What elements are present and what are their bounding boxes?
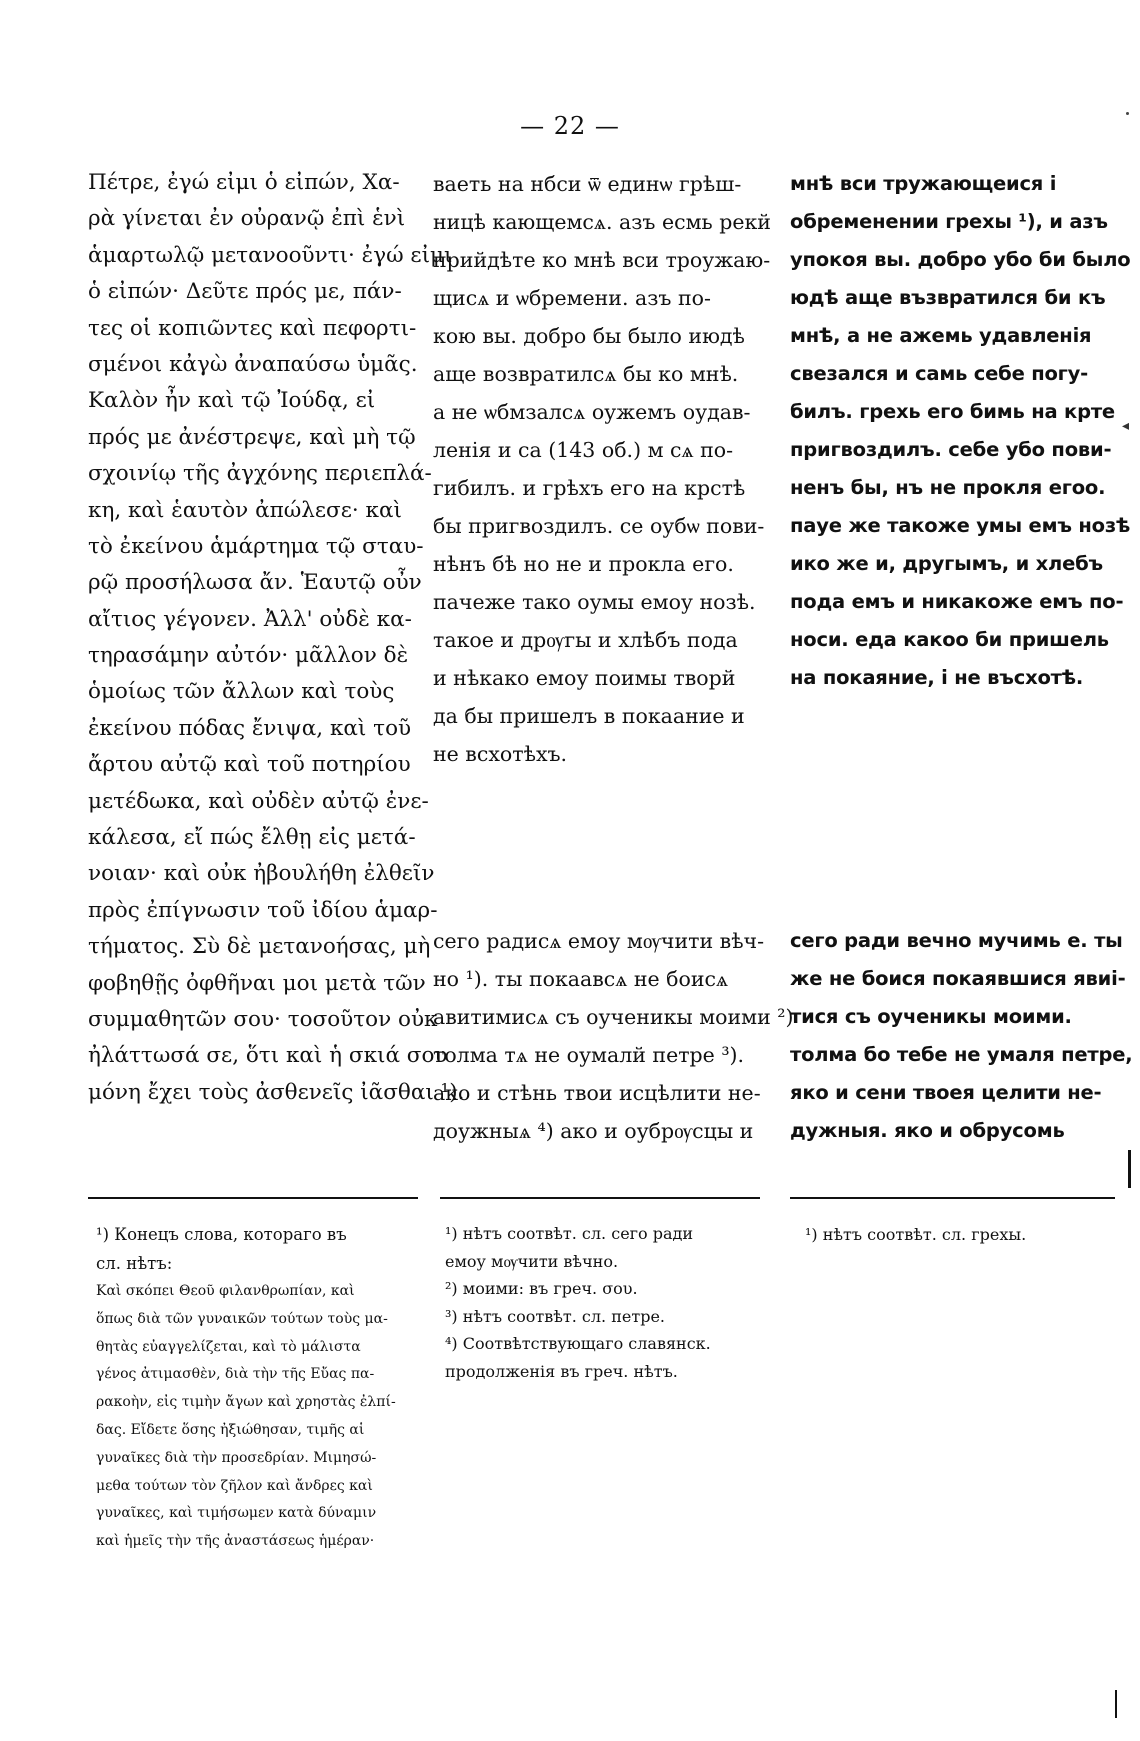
greek-line: κη, καὶ ἑαυτὸν ἀπώλεσε· καὶ: [88, 497, 402, 523]
slavonic-1-line: ленія и са (143 об.) м сѧ по-: [433, 438, 734, 462]
greek-line: κάλεσα, εἴ πώς ἔλθῃ εἰς μετά-: [88, 825, 416, 851]
greek-line: σχοινίῳ τῆς ἀγχόνης περιεπλά-: [88, 461, 432, 487]
slavonic-2-line: же не боися покаявшися явиі-: [790, 967, 1126, 990]
greek-line: πρός με ἀνέστρεψε, καὶ μὴ τῷ: [88, 424, 416, 450]
footnote-greek-line: γένος ἀτιμασθὲν, διὰ τὴν τῆς Εὔας πα-: [96, 1366, 375, 1383]
slavonic-1-line: ако и стѣнь твои исцѣлити не-: [433, 1081, 761, 1105]
margin-bar-mark: [1128, 1150, 1131, 1188]
page-number: — 22 —: [520, 112, 620, 140]
footnote-greek-line: ¹) Конецъ слова, котораго въ: [96, 1225, 347, 1244]
footnote-slavonic-2-line: ¹) нѣтъ соотвѣт. сл. грехы.: [805, 1225, 1027, 1244]
slavonic-1-line: ваеть на нбси ѿ единѡ грѣш-: [433, 172, 742, 196]
footnote-slavonic-1-line: продолженія въ греч. нѣтъ.: [445, 1361, 678, 1381]
margin-dot-mark: [1126, 112, 1129, 115]
slavonic-1-line: аще возвратилсѧ бы ко мнѣ.: [433, 362, 739, 386]
slavonic-2-line: мнѣ, а не ажемь удавленія: [790, 324, 1092, 347]
slavonic-2-line: пода емъ и никакоже емъ по-: [790, 590, 1124, 613]
slavonic-1-line: не всхотѣхъ.: [433, 742, 568, 766]
slavonic-2-line: яко и сени твоея целити не-: [790, 1081, 1102, 1104]
slavonic-2-line: упокоя вы. добро убо би было: [790, 248, 1131, 271]
slavonic-1-line: но ¹). ты покаавсѧ не боисѧ: [433, 967, 729, 991]
slavonic-1-line: да бы пришелъ в покаание и: [433, 704, 745, 728]
footnote-greek-line: δας. Εἴδετε ὅσης ἠξιώθησαν, τιμῆς αἱ: [96, 1421, 365, 1438]
slavonic-2-line: мнѣ вси тружающеися і: [790, 172, 1057, 195]
slavonic-1-line: кою вы. добро бы было июдѣ: [433, 324, 745, 348]
greek-line: φοβηθῇς ὀφθῆναι μοι μετὰ τῶν: [88, 970, 426, 996]
slavonic-1-line: нѣнъ бѣ но не и прокла его.: [433, 552, 734, 576]
greek-column: [88, 165, 465, 1111]
slavonic-1-line: пачеже тако оумы емоу нозѣ.: [433, 590, 756, 614]
slavonic-2-line: носи. еда какоо би пришель: [790, 628, 1109, 651]
slavonic-2-line: дужныя. яко и обрусомь: [790, 1119, 1065, 1142]
slavonic-2-line: сего ради вечно мучимь е. ты: [790, 929, 1123, 952]
slavonic-2-line: ико же и, другымъ, и хлебъ: [790, 552, 1103, 575]
slavonic-1-line: толма тѧ не оумалй петре ³).: [433, 1043, 745, 1067]
greek-line: τες οἱ κοπιῶντες καὶ πεφορτι-: [88, 315, 417, 341]
slavonic-column-1-bottom: [433, 922, 794, 1150]
slavonic-1-line: авитимисѧ съ оученикы моими ²): [433, 1005, 794, 1029]
slavonic-1-line: такое и дрѹгы и хлѣбъ пода: [433, 628, 738, 652]
footnote-greek-line: Καὶ σκόπει Θεοῦ φιλανθρωπίαν, καὶ: [96, 1283, 355, 1299]
greek-line: σμένοι κἀγὼ ἀναπαύσω ὑμᾶς.: [88, 351, 418, 377]
greek-line: ρῷ προσήλωσα ἄν. Ἑαυτῷ οὖν: [88, 570, 422, 596]
footnote-slavonic-1-line: ³) нѣтъ соотвѣт. сл. петре.: [445, 1306, 666, 1326]
slavonic-2-line: юдѣ аще възвратился би къ: [790, 286, 1106, 309]
greek-line: αἴτιος γέγονεν. Ἀλλ' οὐδὲ κα-: [88, 606, 412, 632]
greek-line: Καλὸν ἦν καὶ τῷ Ἰούδᾳ, εἰ: [88, 388, 376, 414]
greek-line: Πέτρε, ἐγώ εἰμι ὁ εἰπών, Χα-: [88, 170, 400, 195]
slavonic-1-line: ницѣ кающемсѧ. азъ есмь рекй: [433, 210, 771, 234]
slavonic-1-line: и нѣкако емоу поимы творй: [433, 666, 736, 690]
greek-line: ὁμοίως τῶν ἄλλων καὶ τοὺς: [88, 679, 395, 705]
footnote-greek-line: γυναῖκες διὰ τὴν προσεδρίαν. Μιμησώ-: [96, 1449, 377, 1466]
footnote-slavonic-1-line: ²) моими: въ греч. σου.: [445, 1279, 638, 1298]
slavonic-column-2-top: [790, 165, 1131, 697]
footnotes-greek: [96, 1220, 416, 1556]
slavonic-2-line: на покаяние, і не въсхотѣ.: [790, 666, 1084, 689]
greek-line: μετέδωκα, καὶ οὐδὲν αὐτῷ ἐνε-: [88, 788, 429, 814]
greek-line: ὁ εἰπών· Δεῦτε πρός με, πάν-: [88, 279, 402, 305]
footnote-slavonic-1-line: ⁴) Соотвѣтствующаго славянск.: [445, 1334, 711, 1353]
slavonic-column-1-top: [433, 165, 771, 773]
greek-line: ἠλάττωσά σε, ὅτι καὶ ἡ σκιά σου: [88, 1043, 448, 1069]
footnote-rule-slavonic-2: [790, 1197, 1115, 1199]
slavonic-2-line: толма бо тебе не умаля петре,: [790, 1043, 1133, 1066]
footnotes-slavonic-1: [445, 1220, 765, 1385]
greek-line: ἄρτου αὐτῷ καὶ τοῦ ποτηρίου: [88, 752, 411, 778]
footnote-greek-line: μεθα τούτων τὸν ζῆλον καὶ ἄνδρες καὶ: [96, 1477, 373, 1494]
footnote-greek-line: сл. нѣтъ:: [96, 1254, 173, 1273]
slavonic-2-line: ненъ бы, нъ не прокля егоо.: [790, 476, 1106, 499]
slavonic-2-line: билъ. грехь его бимь на крте: [790, 400, 1115, 423]
slavonic-2-line: пауе же такоже умы емъ нозѣ: [790, 514, 1131, 537]
greek-line: μόνη ἔχει τοὺς ἀσθενεῖς ἰᾶσθαι ¹).: [88, 1079, 465, 1105]
footnote-greek-line: ὅπως διὰ τῶν γυναικῶν τούτων τοὺς μα-: [96, 1310, 388, 1327]
greek-line: συμμαθητῶν σου· τοσοῦτον οὐκ: [88, 1006, 438, 1032]
greek-line: τηρασάμην αὐτόν· μᾶλλον δὲ: [88, 643, 409, 669]
greek-line: νοιαν· καὶ οὐκ ἠβουλήθη ἐλθεῖν: [88, 861, 435, 887]
footnote-rule-slavonic-1: [440, 1197, 760, 1199]
margin-arrow-mark: ◂: [1122, 418, 1130, 434]
greek-line: ἐκείνου πόδας ἔνιψα, καὶ τοῦ: [88, 715, 412, 741]
footnotes-slavonic-2: [805, 1220, 1105, 1249]
footnote-greek-line: γυναῖκες, καὶ τιμήσωμεν κατὰ δύναμιν: [96, 1505, 377, 1522]
slavonic-2-line: обременении грехы ¹), и азъ: [790, 210, 1108, 233]
footnote-greek-line: θητὰς εὐαγγελίζεται, καὶ τὸ μάλιστα: [96, 1338, 361, 1355]
slavonic-1-line: щисѧ и ѡбремени. азъ по-: [433, 286, 711, 310]
slavonic-1-line: гибилъ. и грѣхъ его на крстѣ: [433, 476, 746, 500]
greek-line: ρὰ γίνεται ἐν οὐρανῷ ἐπὶ ἑνὶ: [88, 206, 406, 232]
greek-line: πρὸς ἐπίγνωσιν τοῦ ἰδίου ἁμαρ-: [88, 897, 438, 923]
slavonic-2-line: свезался и самь себе погу-: [790, 362, 1089, 385]
footnote-slavonic-1-line: емоу мѹчити вѣчно.: [445, 1251, 619, 1271]
footnote-greek-line: ρακοὴν, εἰς τιμὴν ἄγων καὶ χρηστὰς ἐλπί-: [96, 1394, 396, 1411]
slavonic-2-line: пригвоздилъ. себе убо пови-: [790, 438, 1112, 461]
slavonic-1-line: сего радисѧ емоу мѹчити вѣч-: [433, 929, 765, 953]
margin-bar-mark-bottom: [1115, 1690, 1117, 1718]
footnote-greek-line: καὶ ἡμεῖς τὴν τῆς ἀναστάσεως ἡμέραν·: [96, 1533, 375, 1550]
greek-line: ἁμαρτωλῷ μετανοοῦντι· ἐγώ εἰμι: [88, 242, 453, 268]
slavonic-1-line: прийдѣте ко мнѣ вси троужаю-: [433, 248, 771, 272]
footnote-slavonic-1-line: ¹) нѣтъ соотвѣт. сл. сего ради: [445, 1224, 694, 1243]
greek-line: τήματος. Σὺ δὲ μετανοήσας, μὴ: [88, 934, 431, 960]
slavonic-1-line: бы пригвоздилъ. се оубѡ пови-: [433, 514, 765, 538]
slavonic-2-line: тися съ оученикы моими.: [790, 1005, 1072, 1028]
slavonic-1-line: а не ѡбмзалсѧ оужемъ оудав-: [433, 400, 751, 424]
greek-line: τὸ ἐκείνου ἁμάρτημα τῷ σταυ-: [88, 533, 424, 559]
slavonic-1-line: доужныѧ ⁴) ако и оубрѹсцы и: [433, 1119, 754, 1143]
footnote-rule-greek: [88, 1197, 418, 1199]
slavonic-column-2-bottom: [790, 922, 1133, 1150]
